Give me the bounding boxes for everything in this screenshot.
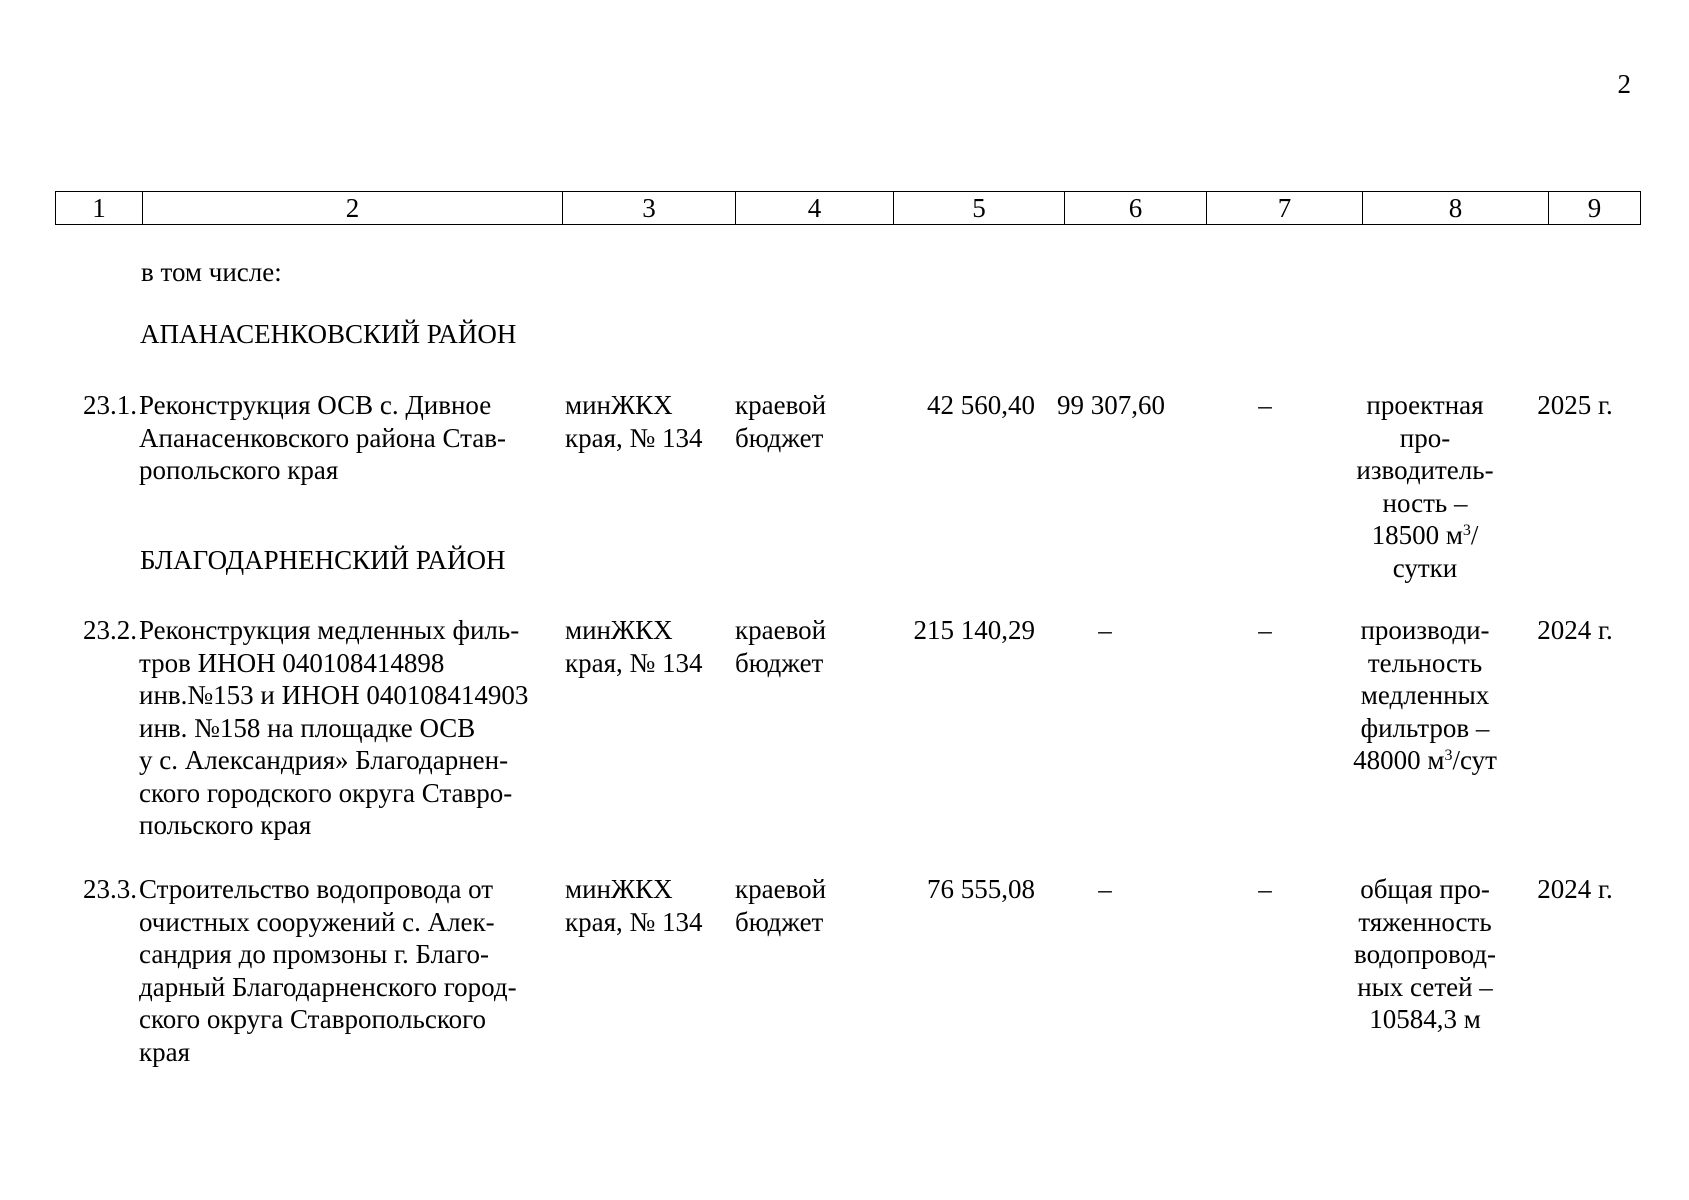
column-header-7: 7 [1207,192,1363,225]
responsible-line: края, № 134 [565,647,703,678]
responsible-body [565,389,725,454]
capacity-line: изводитель- [1356,455,1494,485]
project-name-line: Реконструкция медленных филь- [139,615,520,645]
capacity [1340,614,1510,777]
project-name-line: Строительство водопровода от [139,874,494,904]
completion-year: 2024 г. [1537,615,1613,645]
funding-line: краевой [735,390,827,420]
funding-line: краевой [735,615,827,645]
unit-superscript: 3 [1462,522,1471,539]
responsible-line: края, № 134 [565,906,703,937]
column-header-3: 3 [563,192,736,225]
amount-col-5: 76 555,08 [927,874,1035,904]
column-header-9: 9 [1549,192,1641,225]
funding-line: бюджет [735,906,824,937]
project-name-line: края [139,1036,191,1067]
capacity-line [1340,744,1510,777]
completion-year: 2024 г. [1537,874,1613,904]
capacity [1340,389,1510,584]
column-header-2: 2 [143,192,563,225]
capacity [1340,873,1510,1036]
capacity-line: тяженность [1358,906,1492,937]
project-name-line: у с. Александрия» Благодарнен- [139,745,509,775]
project-name-line: инв. №158 на площадке ОСВ [139,712,476,743]
project-name-line: ропольского края [139,455,339,485]
project-name-line [139,647,545,680]
funding-line: краевой [735,874,827,904]
column-header-6: 6 [1065,192,1207,225]
capacity-line: медленных [1360,680,1490,710]
unit-superscript: 3 [1444,747,1453,764]
capacity-line: ных сетей – [1357,971,1493,1002]
amount-col-6: – [1098,615,1112,645]
capacity-value: 48000 м [1353,745,1445,775]
amount-col-5: 215 140,29 [913,615,1035,645]
responsible-body [565,873,725,938]
responsible-line: минЖКХ [565,874,673,904]
column-header-5: 5 [894,192,1065,225]
project-name-line: ского городского округа Ставро- [139,777,513,808]
project-name-line: Апанасенковского района Став- [139,422,506,453]
capacity-line: водопровод- [1354,939,1496,969]
column-number-header [55,191,1641,225]
row-number: 23.3. [83,874,137,904]
amount-col-7: – [1258,390,1272,420]
funding-line: бюджет [735,422,824,453]
capacity-line: фильтров – [1360,712,1490,743]
project-name-line: ского округа Ставропольского [139,1004,486,1034]
section-title-apanasenkovsky: АПАНАСЕНКОВСКИЙ РАЙОН [140,319,517,349]
responsible-line: края, № 134 [565,422,703,453]
capacity-line: общая про- [1360,874,1490,904]
row-number: 23.1. [83,390,137,420]
project-name-line: очистных сооружений с. Алек- [139,906,495,937]
funding-source [735,873,865,938]
project-name [139,614,605,842]
responsible-body [565,614,725,679]
responsible-line: минЖКХ [565,615,673,645]
project-name-line: Реконструкция ОСВ с. Дивное [139,390,492,420]
capacity-line [1340,519,1510,584]
section-title-blagodarnensky: БЛАГОДАРНЕНСКИЙ РАЙОН [140,545,506,575]
capacity-line: ность – [1382,487,1468,518]
project-name-line: польского края [139,810,312,840]
completion-year: 2025 г. [1537,390,1613,420]
page-number: 2 [1617,69,1631,99]
amount-col-7: – [1258,615,1272,645]
project-name [139,389,605,487]
project-name-line-text: тров ИНОН 040108414898 [139,647,445,678]
amount-col-6: 99 307,60 [1057,390,1165,420]
amount-col-6: – [1098,874,1112,904]
project-name-line: инв.№153 и ИНОН 040108414903 [139,680,529,710]
project-name-line: сандрия до промзоны г. Благо- [139,939,489,969]
unit-tail: /сут [1452,745,1497,775]
funding-source [735,389,865,454]
row-number: 23.2. [83,615,137,645]
funding-source [735,614,865,679]
funding-line: бюджет [735,647,824,678]
capacity-line: тельность [1367,647,1483,678]
capacity-value: 18500 м [1371,520,1463,550]
column-header-4: 4 [736,192,894,225]
including-note: в том числе: [141,257,282,287]
project-name-line: дарный Благодарненского город- [139,971,517,1002]
column-header-8: 8 [1363,192,1549,225]
capacity-line: 10584,3 м [1369,1004,1481,1034]
capacity-line: проектная про- [1366,390,1484,453]
unit-tail: /сутки [1392,520,1479,583]
amount-col-7: – [1258,874,1272,904]
capacity-line: производи- [1360,615,1490,645]
responsible-line: минЖКХ [565,390,673,420]
project-name [139,873,605,1068]
amount-col-5: 42 560,40 [927,390,1035,420]
column-header-1: 1 [56,192,143,225]
